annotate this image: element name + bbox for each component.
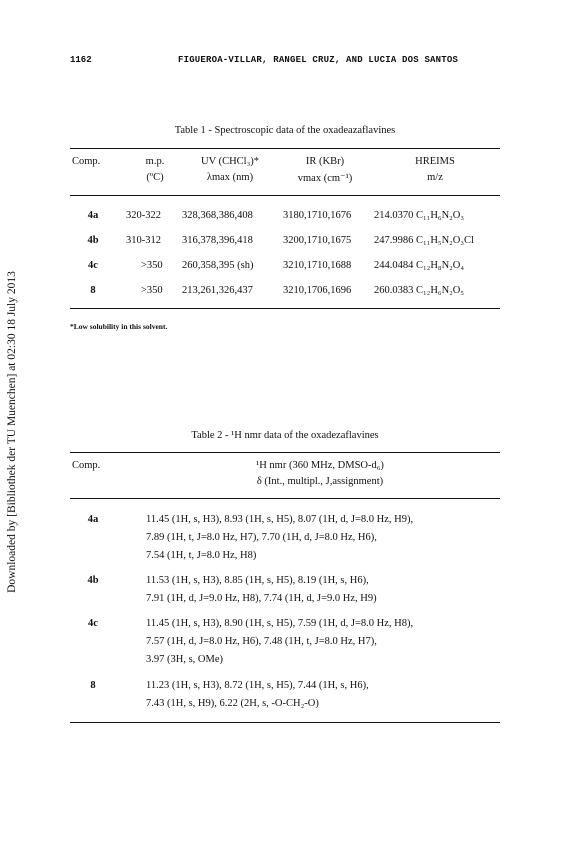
table1-header-ir-unit: vmax (cm⁻¹) bbox=[297, 173, 353, 184]
table2-nmr-line: 11.53 (1H, s, H3), 8.85 (1H, s, H5), 8.19 (1H, s, H6), bbox=[146, 575, 369, 586]
table2-caption: Table 2 - ¹H nmr data of the oxadezaflavines bbox=[191, 430, 379, 441]
table2-nmr-line: 11.45 (1H, s, H3), 8.90 (1H, s, H5), 7.59 (1H, d, J=8.0 Hz, H8), bbox=[146, 618, 414, 629]
table1-footnote: *Low solubility in this solvent. bbox=[70, 322, 168, 331]
table1-cell-mp: 320-322 bbox=[126, 210, 161, 221]
table1-header-rule bbox=[70, 195, 500, 196]
table1-header-mp: m.p. bbox=[145, 156, 165, 167]
table2-nmr-line: 7.91 (1H, d, J=9.0 Hz, H8), 7.74 (1H, d, J=9.0 Hz, H9) bbox=[146, 593, 377, 604]
table1-cell-uv: 328,368,386,408 bbox=[182, 210, 253, 221]
table2-cell-comp: 8 bbox=[90, 680, 96, 691]
table2-nmr-line: 7.57 (1H, d, J=8.0 Hz, H6), 7.48 (1H, t, J=8.0 Hz, H7), bbox=[146, 636, 377, 647]
table1-cell-comp: 4c bbox=[88, 260, 98, 271]
table2-nmr-line: 7.43 (1H, s, H9), 6.22 (2H, s, -O-CH₂-O) bbox=[146, 698, 319, 709]
table1-cell-ir: 3210,1710,1688 bbox=[283, 260, 352, 271]
table1-header-uv-unit: λmax (nm) bbox=[206, 172, 254, 183]
table2-cell-comp: 4c bbox=[88, 618, 98, 629]
table2-cell-comp: 4b bbox=[87, 575, 99, 586]
table1-header-hreims: HREIMS bbox=[415, 156, 455, 167]
running-head: FIGUEROA-VILLAR, RANGEL CRUZ, AND LUCIA DOS SANTOS bbox=[178, 55, 459, 65]
table2-cell-comp: 4a bbox=[87, 514, 99, 525]
table2-nmr-line: 7.89 (1H, t, J=8.0 Hz, H7), 7.70 (1H, d, J=8.0 Hz, H6), bbox=[146, 532, 377, 543]
table1-cell-ir: 3210,1706,1696 bbox=[283, 285, 352, 296]
table1-header-uv: UV (CHCl₃)* bbox=[200, 156, 259, 167]
table2-nmr-line: 3.97 (3H, s, OMe) bbox=[146, 654, 223, 665]
table1-cell-hreims: 247.9986 C₁₁H₅N₂O₃Cl bbox=[374, 235, 474, 246]
table1-cell-hreims: 214.0370 C₁₁H₆N₂O₃ bbox=[374, 210, 465, 221]
table1-cell-comp: 8 bbox=[90, 285, 96, 296]
table2-header-nmr-sub: δ (Int., multipl., J,assignment) bbox=[256, 476, 384, 487]
table1-header-comp: Comp. bbox=[72, 156, 101, 167]
table1-header-hreims-unit: m/z bbox=[427, 172, 443, 183]
table2-header-rule bbox=[70, 498, 500, 499]
table2-top-rule bbox=[70, 452, 500, 453]
table1-cell-uv: 213,261,326,437 bbox=[182, 285, 253, 296]
page-number: 1162 bbox=[70, 55, 92, 65]
table1-cell-hreims: 260.0383 C₁₂H₆N₂O₅ bbox=[374, 285, 465, 296]
table1-bottom-rule bbox=[70, 308, 500, 309]
table1-cell-ir: 3200,1710,1675 bbox=[283, 235, 352, 246]
download-stamp: Downloaded by [Bibliothek der TU Muenchen] at 02:30 18 July 2013 bbox=[6, 271, 18, 593]
table1-top-rule bbox=[70, 148, 500, 149]
table1-cell-uv: 260,358,395 (sh) bbox=[182, 260, 254, 271]
table2-bottom-rule bbox=[70, 722, 500, 723]
table1-cell-comp: 4a bbox=[87, 210, 99, 221]
table1-caption: Table 1 - Spectroscopic data of the oxadeazaflavines bbox=[174, 125, 396, 136]
table1-cell-hreims: 244.0484 C₁₂H₈N₂O₄ bbox=[374, 260, 465, 271]
table1-cell-ir: 3180,1710,1676 bbox=[283, 210, 352, 221]
table2-nmr-line: 11.45 (1H, s, H3), 8.93 (1H, s, H5), 8.07 (1H, d, J=8.0 Hz, H9), bbox=[146, 514, 414, 525]
table2-nmr-line: 7.54 (1H, t, J=8.0 Hz, H8) bbox=[146, 550, 257, 561]
table2-header-comp: Comp. bbox=[72, 460, 101, 471]
table1-cell-mp: >350 bbox=[141, 260, 163, 271]
table1-header-mp-unit: (ºC) bbox=[146, 172, 164, 183]
table1-cell-uv: 316,378,396,418 bbox=[182, 235, 253, 246]
table2-nmr-line: 11.23 (1H, s, H3), 8.72 (1H, s, H5), 7.44 (1H, s, H6), bbox=[146, 680, 369, 691]
table1-cell-mp: 310-312 bbox=[126, 235, 161, 246]
table2-header-nmr: ¹H nmr (360 MHz, DMSO-d₆) bbox=[256, 460, 384, 471]
table1-header-ir: IR (KBr) bbox=[305, 156, 345, 167]
table1-cell-comp: 4b bbox=[87, 235, 99, 246]
table1-cell-mp: >350 bbox=[141, 285, 163, 296]
